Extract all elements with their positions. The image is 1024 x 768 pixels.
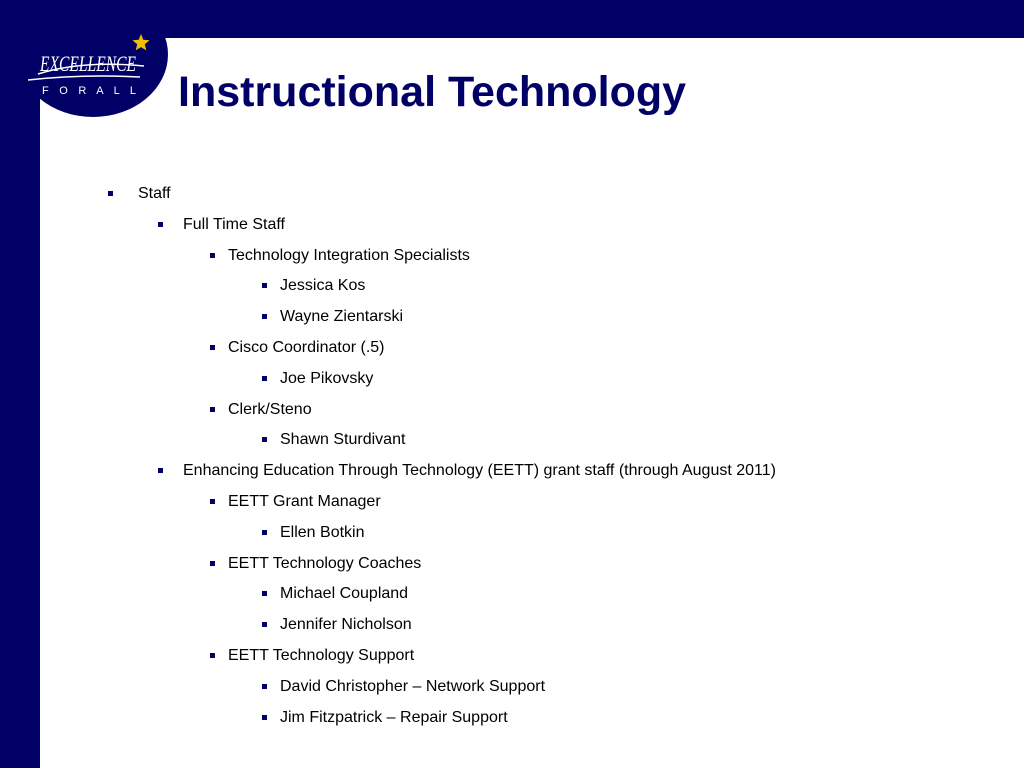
outline-item-level-3: Technology Integration Specialists — [228, 246, 470, 264]
bullet-marker — [262, 591, 267, 596]
bullet-marker — [262, 715, 267, 720]
outline-item-level-2: Enhancing Education Through Technology (EETT) grant staff (through August 2011) — [183, 462, 776, 480]
left-banner — [0, 0, 40, 768]
outline-item-level-3: Clerk/Steno — [228, 400, 312, 418]
star-icon — [132, 34, 149, 50]
bullet-marker — [158, 468, 163, 473]
outline-item-level-4: Wayne Zientarski — [280, 308, 403, 326]
bullet-marker — [158, 222, 163, 227]
bullet-marker — [210, 653, 215, 658]
bullet-marker — [262, 622, 267, 627]
outline-item-level-3: EETT Grant Manager — [228, 493, 381, 510]
logo-wordmark: EXCELLENCE — [39, 51, 137, 76]
bullet-marker — [210, 499, 215, 504]
outline-item-level-4: Jessica Kos — [280, 277, 366, 295]
bullet-marker — [262, 684, 267, 689]
outline-item-level-1: Staff — [138, 185, 171, 202]
bullet-marker — [262, 314, 267, 319]
bullet-marker — [210, 345, 215, 350]
logo-tagline: F O R A L L — [42, 85, 136, 97]
outline-item-level-4: Jim Fitzpatrick – Repair Support — [280, 708, 508, 726]
bullet-marker — [262, 437, 267, 442]
outline-item-level-4: David Christopher – Network Support — [280, 677, 546, 695]
outline-item-level-4: Joe Pikovsky — [280, 369, 374, 387]
outline-item-level-4: Shawn Sturdivant — [280, 431, 406, 449]
bullet-marker — [108, 191, 113, 196]
logo-swoosh-bottom — [28, 76, 140, 80]
outline-item-level-3: EETT Technology Coaches — [228, 554, 422, 572]
outline-item-level-2: Full Time Staff — [183, 215, 285, 233]
bullet-marker — [262, 283, 267, 288]
bullet-marker — [262, 530, 267, 535]
bullet-marker — [210, 253, 215, 258]
outline-item-level-4: Ellen Botkin — [280, 523, 365, 541]
outline-item-level-3: EETT Technology Support — [228, 647, 415, 664]
excellence-for-all-logo — [22, 30, 162, 110]
bullet-marker — [262, 376, 267, 381]
bullet-marker — [210, 407, 215, 412]
slide-title: Instructional Technology — [178, 68, 687, 116]
outline-item-level-4: Michael Coupland — [280, 585, 409, 603]
outline-item-level-4: Jennifer Nicholson — [280, 616, 412, 634]
outline-item-level-3: Cisco Coordinator (.5) — [228, 339, 385, 356]
bullet-marker — [210, 561, 215, 566]
